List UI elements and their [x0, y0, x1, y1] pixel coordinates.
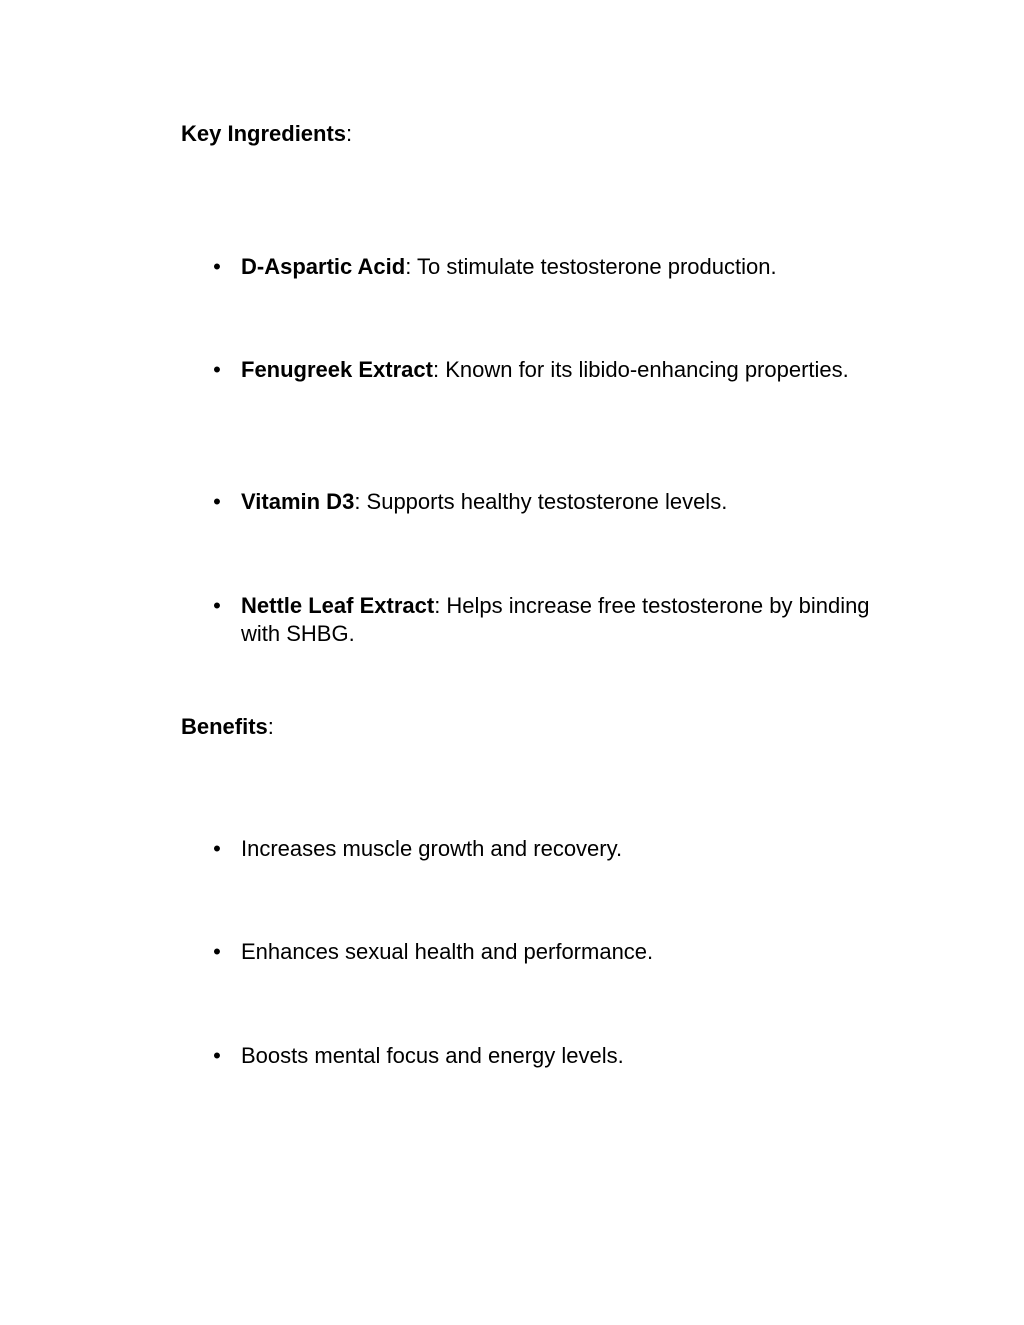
bullet-icon: • — [213, 254, 221, 279]
ingredient-name: Nettle Leaf Extract — [241, 593, 435, 618]
bullet-icon: • — [213, 1043, 221, 1068]
bullet-icon: • — [213, 357, 221, 382]
benefits-heading — [181, 713, 274, 741]
ingredient-item-vitamin-d3 — [213, 488, 881, 516]
benefit-text: Increases muscle growth and recovery. — [241, 836, 623, 861]
ingredients-heading-suffix: : — [346, 121, 353, 146]
ingredient-description: : Helps increase free testosterone by binding with SHBG. — [241, 593, 870, 646]
bullet-icon: • — [213, 593, 221, 618]
bullet-icon: • — [213, 489, 221, 514]
ingredient-item-d-aspartic-acid — [213, 253, 881, 281]
benefit-item-muscle-growth — [213, 835, 881, 863]
ingredients-heading — [181, 120, 352, 148]
benefit-item-sexual-health — [213, 938, 881, 966]
bullet-icon: • — [213, 939, 221, 964]
benefit-text: Boosts mental focus and energy levels. — [241, 1043, 624, 1068]
ingredient-description: : Supports healthy testosterone levels. — [354, 489, 728, 514]
ingredient-item-nettle-leaf-extract — [213, 592, 881, 648]
bullet-icon: • — [213, 836, 221, 861]
ingredient-description: : Known for its libido-enhancing properties. — [432, 357, 849, 382]
ingredient-name: Fenugreek Extract — [241, 357, 433, 382]
benefits-heading-text: Benefits — [181, 714, 268, 739]
benefit-text: Enhances sexual health and performance. — [241, 939, 654, 964]
benefits-heading-suffix: : — [267, 714, 274, 739]
ingredient-description: : To stimulate testosterone production. — [405, 254, 777, 279]
ingredient-item-fenugreek-extract — [213, 356, 881, 384]
benefit-item-mental-focus — [213, 1042, 881, 1070]
ingredients-heading-text: Key Ingredients — [181, 121, 347, 146]
ingredient-name: Vitamin D3 — [241, 489, 355, 514]
ingredient-name: D-Aspartic Acid — [241, 254, 406, 279]
